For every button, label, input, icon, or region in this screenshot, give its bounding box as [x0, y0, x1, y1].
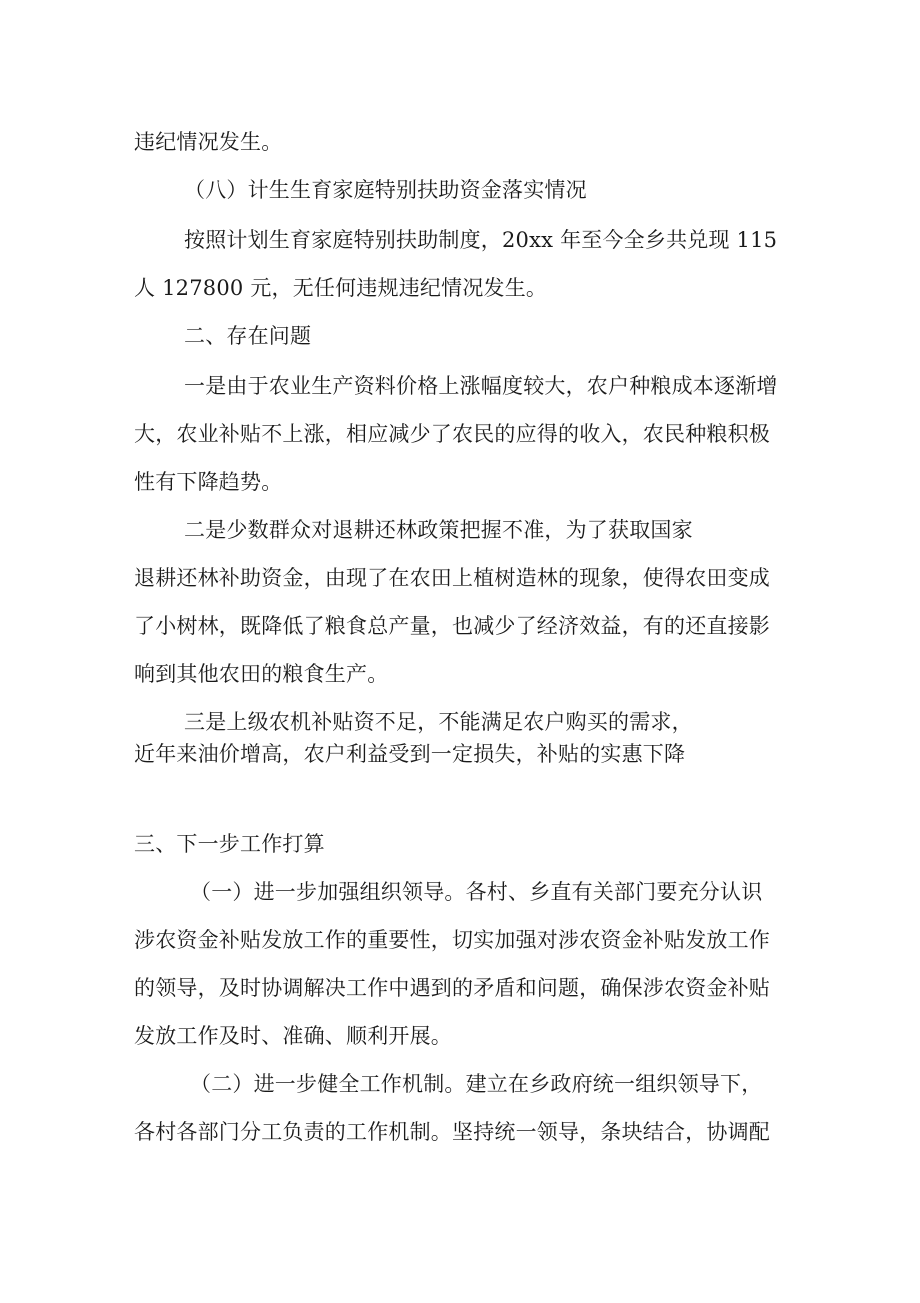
text-line: 大，农业补贴不上涨，相应减少了农民的应得的收入，农民种粮积极	[134, 422, 770, 446]
text-line: 涉农资金补贴发放工作的重要性，切实加强对涉农资金补贴发放工作	[134, 928, 770, 952]
text-line: 的领导，及时协调解决工作中遇到的矛盾和问题，确保涉农资金补贴	[134, 976, 770, 1000]
text-line: 人 127800 元，无任何违规违纪情况发生。	[134, 276, 548, 300]
text-line: 性有下降趋势。	[134, 470, 283, 494]
text-line: 违纪情况发生。	[134, 130, 283, 154]
section-heading: 三、下一步工作打算	[134, 832, 325, 856]
text-line: （二）进一步健全工作机制。建立在乡政府统一组织领导下，	[190, 1072, 763, 1096]
text-line: 各村各部门分工负责的工作机制。坚持统一领导，条块结合，协调配	[134, 1120, 770, 1144]
text-line: 一是由于农业生产资料价格上涨幅度较大，农户种粮成本逐渐增	[184, 374, 778, 398]
text-line: 近年来油价增高，农户利益受到一定损失，补贴的实惠下降	[134, 742, 686, 766]
section-heading: （八）计生生育家庭特别扶助资金落实情况	[184, 178, 587, 202]
text-line: （一）进一步加强组织领导。各村、乡直有关部门要充分认识	[190, 880, 763, 904]
text-line: 响到其他农田的粮食生产。	[134, 662, 389, 686]
text-line: 了小树林，既降低了粮食总产量，也减少了经济效益，有的还直接影	[134, 614, 770, 638]
text-line: 退耕还林补助资金，由现了在农田上植树造林的现象，使得农田变成	[134, 566, 770, 590]
text-line: 三是上级农机补贴资不足，不能满足农户购买的需求，	[184, 710, 693, 734]
text-line: 按照计划生育家庭特别扶助制度，20xx 年至今全乡共兑现 115	[184, 228, 778, 252]
text-line: 二是少数群众对退耕还林政策把握不准，为了获取国家	[184, 518, 693, 542]
text-line: 发放工作及时、准确、顺利开展。	[134, 1024, 452, 1048]
section-heading: 二、存在问题	[184, 324, 312, 348]
